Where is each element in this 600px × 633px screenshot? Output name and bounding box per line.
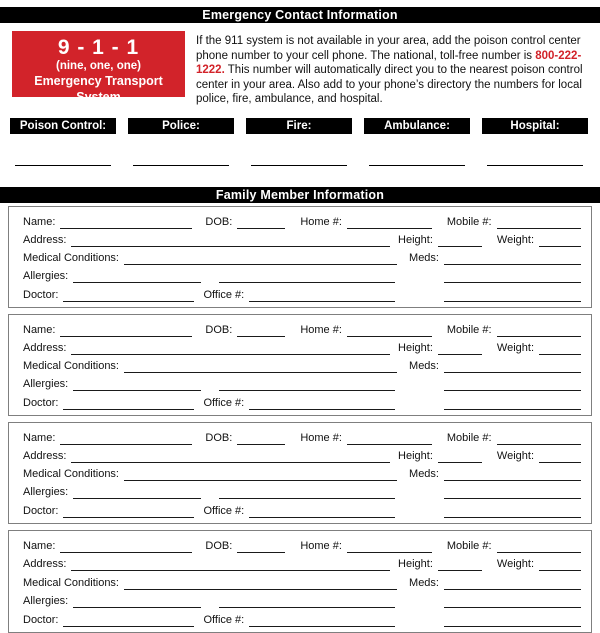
- allergies-label: Allergies:: [23, 595, 69, 607]
- medical-conditions-blank-line: [124, 468, 397, 481]
- office-phone-label: Office #:: [203, 396, 245, 409]
- family-member-list: [8, 206, 592, 633]
- meds-extra-blank-line-1: [444, 595, 581, 608]
- height-blank-line: [438, 450, 482, 463]
- member-row-doctor-office: [23, 393, 581, 410]
- meds-blank-line: [444, 577, 581, 590]
- height-label: Height:: [398, 449, 433, 462]
- name-blank-line: [60, 540, 192, 553]
- instructions-text-before: If the 911 system is not available in your area, add the poison control center phone number to your cell phone. The national, toll-free number is: [196, 35, 581, 62]
- medical-conditions-label: Medical Conditions:: [23, 360, 119, 372]
- name-blank-line: [60, 216, 192, 229]
- meds-extra-blank-line-1: [444, 486, 581, 499]
- dob-label: DOB:: [205, 323, 233, 336]
- dob-blank-line: [237, 432, 285, 445]
- emergency-contact-header-bar: [0, 7, 600, 23]
- member-row-address-height-weight: [23, 554, 581, 571]
- medical-conditions-blank-line: [124, 360, 397, 373]
- family-member-card: [8, 422, 592, 524]
- office-phone-label: Office #:: [203, 613, 245, 626]
- weight-blank-line: [539, 558, 581, 571]
- home-phone-label: Home #:: [300, 215, 342, 228]
- 911-red-box: [12, 31, 185, 104]
- meds-extra-blank-line-2: [444, 614, 581, 627]
- office-phone-label: Office #:: [203, 504, 245, 517]
- medical-conditions-blank-line: [124, 252, 397, 265]
- name-blank-line: [60, 324, 192, 337]
- 911-number-words: (nine, one, one): [56, 60, 141, 72]
- member-row-name-dob-phones: [23, 320, 581, 337]
- name-label: Name:: [23, 539, 56, 552]
- home-phone-blank-line: [347, 540, 432, 553]
- member-row-address-height-weight: [23, 446, 581, 463]
- medical-conditions-label: Medical Conditions:: [23, 252, 119, 264]
- home-phone-label: Home #:: [300, 431, 342, 444]
- mobile-phone-blank-line: [497, 324, 581, 337]
- allergies-label: Allergies:: [23, 270, 69, 283]
- mobile-phone-label: Mobile #:: [446, 431, 492, 444]
- contact-col-fire: [246, 118, 352, 166]
- family-member-header-title: Family Member Information: [215, 187, 385, 202]
- meds-label: Meds:: [409, 252, 439, 264]
- address-blank-line: [71, 558, 390, 571]
- police-blank-line: [133, 165, 228, 166]
- poison-control-phone-number: 800-222-1222.: [196, 49, 582, 76]
- medical-conditions-blank-line: [124, 577, 397, 590]
- meds-blank-line: [444, 468, 581, 481]
- member-row-doctor-office: [23, 285, 581, 302]
- weight-label: Weight:: [496, 449, 534, 462]
- contact-col-ambulance: [364, 118, 470, 166]
- dob-label: DOB:: [205, 539, 233, 552]
- mobile-phone-blank-line: [497, 540, 581, 553]
- meds-extra-blank-line-2: [444, 289, 581, 302]
- allergies-extra-blank-line: [219, 270, 395, 283]
- dob-blank-line: [237, 324, 285, 337]
- instructions-text-after: This number will automatically direct you to the nearest poison control center in your area. Also add to your phone’s directory the numbers for local police, fire, ambulance, and hospital.: [196, 64, 583, 105]
- contact-col-police: [128, 118, 234, 166]
- meds-extra-blank-line-2: [444, 505, 581, 518]
- weight-label: Weight:: [496, 341, 534, 354]
- fire-label-bar: Fire:: [246, 118, 352, 134]
- address-label: Address:: [23, 558, 67, 570]
- doctor-label: Doctor:: [23, 396, 59, 409]
- family-member-card: [8, 314, 592, 416]
- home-phone-blank-line: [347, 324, 432, 337]
- allergies-blank-line: [73, 486, 201, 499]
- meds-blank-line: [444, 252, 581, 265]
- fire-blank-line: [251, 165, 346, 166]
- family-member-card: [8, 530, 592, 633]
- hospital-label-bar: Hospital:: [482, 118, 588, 134]
- height-label: Height:: [398, 233, 433, 246]
- member-row-allergies: [23, 591, 581, 608]
- home-phone-blank-line: [347, 432, 432, 445]
- office-phone-blank-line: [249, 505, 395, 518]
- mobile-phone-blank-line: [497, 216, 581, 229]
- weight-blank-line: [539, 342, 581, 355]
- meds-label: Meds:: [409, 576, 439, 589]
- mobile-phone-label: Mobile #:: [446, 539, 492, 552]
- contact-col-poison-control: [10, 118, 116, 166]
- member-row-medical-meds: [23, 464, 581, 481]
- member-row-name-dob-phones: [23, 536, 581, 553]
- weight-blank-line: [539, 234, 581, 247]
- doctor-blank-line: [63, 397, 194, 410]
- weight-blank-line: [539, 450, 581, 463]
- address-blank-line: [71, 234, 390, 247]
- name-label: Name:: [23, 431, 56, 444]
- dob-blank-line: [237, 540, 285, 553]
- office-phone-blank-line: [249, 289, 395, 302]
- member-row-address-height-weight: [23, 230, 581, 247]
- emergency-contact-header-title: Emergency Contact Information: [202, 8, 398, 22]
- medical-conditions-label: Medical Conditions:: [23, 468, 119, 480]
- height-blank-line: [438, 558, 482, 571]
- mobile-phone-label: Mobile #:: [446, 215, 492, 228]
- member-row-medical-meds: [23, 573, 581, 590]
- doctor-blank-line: [63, 505, 194, 518]
- home-phone-label: Home #:: [300, 539, 342, 552]
- poison-control-instructions: [196, 34, 590, 107]
- ambulance-blank-line: [369, 165, 464, 166]
- office-phone-label: Office #:: [203, 288, 245, 301]
- weight-label: Weight:: [496, 558, 534, 570]
- family-member-header-bar: [0, 187, 600, 203]
- family-member-card: [8, 206, 592, 308]
- address-label: Address:: [23, 449, 67, 462]
- home-phone-label: Home #:: [300, 323, 342, 336]
- address-label: Address:: [23, 341, 67, 354]
- 911-caption: Emergency Transport System: [34, 74, 163, 104]
- 911-number: 9 - 1 - 1: [57, 36, 140, 59]
- allergies-label: Allergies:: [23, 378, 69, 391]
- member-row-address-height-weight: [23, 338, 581, 355]
- member-row-allergies: [23, 374, 581, 391]
- name-label: Name:: [23, 215, 56, 228]
- meds-extra-blank-line-1: [444, 378, 581, 391]
- meds-blank-line: [444, 360, 581, 373]
- member-row-medical-meds: [23, 248, 581, 265]
- dob-blank-line: [237, 216, 285, 229]
- doctor-label: Doctor:: [23, 504, 59, 517]
- allergies-extra-blank-line: [219, 595, 395, 608]
- height-label: Height:: [398, 558, 433, 570]
- meds-extra-blank-line-2: [444, 397, 581, 410]
- member-row-name-dob-phones: [23, 212, 581, 229]
- height-label: Height:: [398, 341, 433, 354]
- doctor-label: Doctor:: [23, 613, 59, 626]
- meds-label: Meds:: [409, 468, 439, 480]
- member-row-doctor-office: [23, 610, 581, 627]
- doctor-blank-line: [63, 614, 194, 627]
- contact-col-hospital: [482, 118, 588, 166]
- height-blank-line: [438, 234, 482, 247]
- address-blank-line: [71, 342, 390, 355]
- emergency-contacts-row: [10, 118, 588, 166]
- meds-extra-blank-line-1: [444, 270, 581, 283]
- name-blank-line: [60, 432, 192, 445]
- office-phone-blank-line: [249, 614, 395, 627]
- poison-control-label-bar: Poison Control:: [10, 118, 116, 134]
- poison-control-blank-line: [15, 165, 110, 166]
- medical-conditions-label: Medical Conditions:: [23, 576, 119, 589]
- allergies-extra-blank-line: [219, 378, 395, 391]
- member-row-allergies: [23, 482, 581, 499]
- meds-label: Meds:: [409, 360, 439, 372]
- mobile-phone-label: Mobile #:: [446, 323, 492, 336]
- home-phone-blank-line: [347, 216, 432, 229]
- allergies-blank-line: [73, 270, 201, 283]
- ambulance-label-bar: Ambulance:: [364, 118, 470, 134]
- mobile-phone-blank-line: [497, 432, 581, 445]
- name-label: Name:: [23, 323, 56, 336]
- intro-section: [12, 31, 590, 107]
- address-blank-line: [71, 450, 390, 463]
- dob-label: DOB:: [205, 215, 233, 228]
- dob-label: DOB:: [205, 431, 233, 444]
- allergies-blank-line: [73, 378, 201, 391]
- height-blank-line: [438, 342, 482, 355]
- member-row-doctor-office: [23, 501, 581, 518]
- allergies-label: Allergies:: [23, 486, 69, 499]
- allergies-blank-line: [73, 595, 201, 608]
- weight-label: Weight:: [496, 233, 534, 246]
- member-row-medical-meds: [23, 356, 581, 373]
- member-row-name-dob-phones: [23, 428, 581, 445]
- allergies-extra-blank-line: [219, 486, 395, 499]
- doctor-label: Doctor:: [23, 288, 59, 301]
- police-label-bar: Police:: [128, 118, 234, 134]
- office-phone-blank-line: [249, 397, 395, 410]
- hospital-blank-line: [487, 165, 582, 166]
- member-row-allergies: [23, 266, 581, 283]
- address-label: Address:: [23, 233, 67, 246]
- doctor-blank-line: [63, 289, 194, 302]
